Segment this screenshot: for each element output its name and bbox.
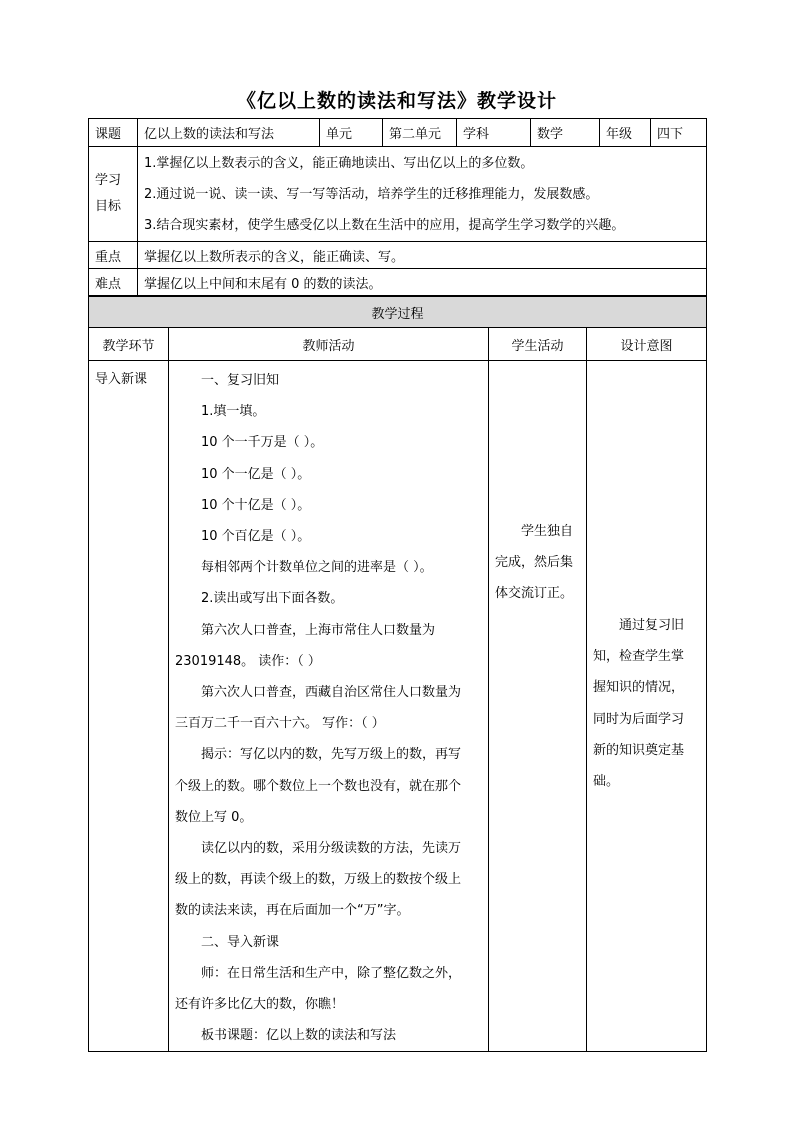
key-value: 掌握亿以上数所表示的含义，能正确读、写。 [138,242,707,269]
key-label: 重点 [89,242,138,269]
teacher-line: 一、复习旧知 [201,373,280,388]
subject-label: 学科 [457,119,531,147]
intent-line: 同时为后面学习 [593,711,685,727]
teacher-line: 二、导入新课 [201,934,280,950]
design-intent-cell [587,361,707,1052]
process-table [88,296,707,1052]
teacher-line: 师：在日常生活和生产中，除了整亿数之外， [201,965,462,981]
teacher-line: 个级上的数。哪个数位上一个数也没有，就在那个 [175,778,462,794]
unit-value: 第二单元 [383,119,457,147]
intent-line: 知，检查学生掌 [593,649,685,665]
student-line: 学生独自 [521,524,574,539]
teacher-line: 10 个十亿是（ ）。 [201,497,311,513]
teacher-line: 10 个一亿是（ ）。 [201,466,311,482]
teacher-line: 级上的数，再读个级上的数，万级上的数按个级上 [175,872,462,888]
teacher-line: 数位上写 0。 [175,809,253,825]
process-section-title: 教学过程 [89,297,707,328]
difficulty-value: 掌握亿以上中间和末尾有 0 的数的读法。 [138,269,707,296]
info-table [88,118,707,296]
teacher-line: 1.填一填。 [201,404,266,420]
difficulty-label: 难点 [89,269,138,296]
header-student: 学生活动 [489,328,587,361]
student-line: 体交流订正。 [495,586,574,602]
document-title: 《亿以上数的读法和写法》教学设计 [236,90,557,112]
teacher-line: 揭示：写亿以内的数，先写万级上的数，再写 [201,747,462,763]
stage-name: 导入新课 [95,372,148,387]
stage-cell [89,361,169,1052]
subject-value: 数学 [531,119,600,147]
header-stage: 教学环节 [89,328,169,361]
goals-label [89,147,138,242]
teacher-line: 10 个一千万是（ ）。 [201,435,324,451]
teacher-line: 每相邻两个计数单位之间的进率是（ ）。 [201,560,433,576]
intent-line: 础。 [593,774,620,790]
goal-item: 1.掌握亿以上数表示的含义，能正确地读出、写出亿以上的多位数。 [144,155,534,171]
goals-label-line-2: 目标 [95,199,122,214]
header-teacher: 教师活动 [169,328,489,361]
teacher-line: 23019148。 读作：（ ） [175,653,321,669]
unit-label: 单元 [320,119,383,147]
goal-item: 3.结合现实素材，使学生感受亿以上数在生活中的应用，提高学生学习数学的兴趣。 [144,217,625,233]
student-line: 完成，然后集 [495,555,574,571]
goals-list [138,147,707,242]
goal-item: 2.通过说一说、读一读、写一写等活动，培养学生的迁移推理能力，发展数感。 [144,186,599,202]
teacher-line: 还有许多比亿大的数，你瞧！ [175,997,345,1013]
teacher-line: 2.读出或写出下面各数。 [201,591,344,607]
grade-value: 四下 [651,119,707,147]
intent-line: 新的知识奠定基 [593,742,685,758]
teacher-line: 第六次人口普查，上海市常住人口数量为 [201,622,436,638]
teacher-line: 三百万二千一百六十六。 写作：（ ） [175,716,385,732]
teacher-line: 10 个百亿是（ ）。 [201,529,311,545]
teacher-line: 板书课题：亿以上数的读法和写法 [201,1028,397,1044]
teacher-line: 读亿以内的数，采用分级读数的方法，先读万 [201,841,462,857]
teacher-line: 数的读法来读，再在后面加一个“万”字。 [175,903,410,919]
goals-label-line-1: 学习 [95,173,122,188]
teacher-activity-cell [169,361,489,1052]
intent-line: 通过复习旧 [619,618,685,633]
intent-line: 握知识的情况， [593,680,685,696]
topic-label: 课题 [89,119,138,147]
header-intent: 设计意图 [587,328,707,361]
topic-value: 亿以上数的读法和写法 [138,119,320,147]
grade-label: 年级 [600,119,651,147]
teacher-line: 第六次人口普查，西藏自治区常住人口数量为 [201,685,462,701]
student-activity-cell [489,361,587,1052]
